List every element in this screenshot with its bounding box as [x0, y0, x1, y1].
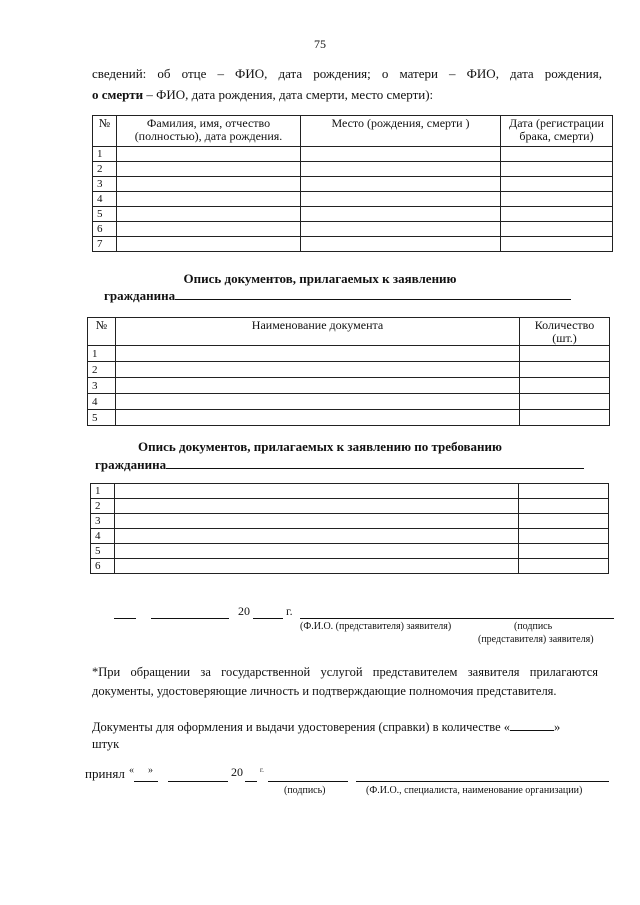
year-suffix: г.: [286, 604, 293, 618]
table-row: [91, 514, 609, 529]
table-row: [93, 147, 613, 162]
required-documents-table: [90, 483, 609, 574]
specialist-signature-line[interactable]: [268, 781, 348, 782]
fio-label: (Ф.И.О. (представителя) заявителя): [300, 621, 452, 632]
intro-rest: – ФИО, дата рождения, дата смерти, место смерти):: [143, 87, 434, 102]
section3-subtitle: гражданина: [95, 457, 167, 472]
col-number: №: [88, 318, 116, 346]
intro-line-2: [92, 85, 602, 105]
quantity-close-quote: »: [554, 720, 561, 734]
documents-table: [87, 317, 610, 426]
row-number: 1: [93, 147, 117, 162]
table-row: [93, 237, 613, 252]
row-number: 1: [91, 484, 115, 499]
intro-line-1: сведений: об отце – ФИО, дата рождения; о матери – ФИО, дата рождения,: [92, 66, 602, 81]
row-number: 5: [93, 207, 117, 222]
day-line[interactable]: [114, 618, 136, 619]
row-number: 5: [91, 544, 115, 559]
table-row: [88, 410, 610, 426]
row-number: 3: [88, 378, 116, 394]
specialist-fio-line[interactable]: [356, 781, 609, 782]
citizen-name-line-2[interactable]: [166, 456, 584, 469]
quantity-line[interactable]: [510, 718, 554, 731]
table-row: [91, 529, 609, 544]
table-row: [93, 177, 613, 192]
quote-open: «: [129, 765, 134, 776]
accepted-label: принял: [85, 766, 125, 781]
section3-subtitle-row: [95, 456, 584, 474]
row-number: 3: [91, 514, 115, 529]
citizen-name-line[interactable]: [175, 287, 571, 300]
table-row: [88, 378, 610, 394]
row-number: 2: [88, 362, 116, 378]
accepted-day-line[interactable]: [134, 781, 158, 782]
row-number: 1: [88, 346, 116, 362]
row-number: 4: [93, 192, 117, 207]
relatives-table: [92, 115, 613, 252]
accepted-year-line[interactable]: [245, 781, 257, 782]
row-number: 2: [91, 499, 115, 514]
table-row: [91, 544, 609, 559]
quantity-unit: штук: [92, 737, 120, 751]
accepted-month-line[interactable]: [168, 781, 228, 782]
table-row: [93, 192, 613, 207]
applicant-signature-line[interactable]: [300, 618, 614, 619]
row-number: 6: [91, 559, 115, 574]
signature-label-2: (представителя) заявителя): [478, 634, 594, 645]
row-number: 7: [93, 237, 117, 252]
table-row: [88, 362, 610, 378]
row-number: 4: [91, 529, 115, 544]
col-doc-name: Наименование документа: [116, 318, 520, 346]
table-row: [93, 162, 613, 177]
table-row: [93, 207, 613, 222]
intro-bold: о смерти: [92, 87, 144, 102]
row-number: 6: [93, 222, 117, 237]
signature-label-1: (подпись: [514, 621, 553, 632]
quantity-text: Документы для оформления и выдачи удостоверения (справки) в количестве «: [92, 720, 511, 734]
table-row: [88, 394, 610, 410]
col-quantity: Количество (шт.): [520, 318, 610, 346]
row-number: 3: [93, 177, 117, 192]
section3-title: Опись документов, прилагаемых к заявлению по требованию: [138, 439, 502, 454]
col-date: Дата (регистрации брака, смерти): [501, 116, 613, 147]
row-number: 5: [88, 410, 116, 426]
col-place: Место (рождения, смерти ): [301, 116, 501, 147]
section2-subtitle: гражданина: [104, 288, 176, 303]
col-number: №: [93, 116, 117, 147]
month-line[interactable]: [151, 618, 229, 619]
table-row: [93, 222, 613, 237]
specialist-signature-label: (подпись): [284, 785, 326, 796]
accepted-year-prefix: 20: [231, 765, 243, 779]
representative-note: *При обращении за государственной услугой представителем заявителя прилагаются документы, удостоверяющие личность и подтверждающие полномочия представителя.: [92, 665, 598, 698]
table-row: [91, 484, 609, 499]
section2-subtitle-row: [104, 287, 571, 305]
row-number: 4: [88, 394, 116, 410]
page-number: 75: [314, 37, 326, 51]
year-line[interactable]: [253, 618, 283, 619]
row-number: 2: [93, 162, 117, 177]
quote-close: »: [148, 765, 153, 776]
quantity-row: [92, 718, 560, 737]
section2-title: Опись документов, прилагаемых к заявлению: [183, 271, 457, 286]
year-prefix: 20: [238, 604, 250, 618]
accepted-year-suffix: г.: [260, 766, 264, 774]
table-row: [91, 499, 609, 514]
specialist-fio-label: (Ф.И.О., специалиста, наименование организации): [366, 785, 583, 796]
table-row: [88, 346, 610, 362]
table-row: [91, 559, 609, 574]
col-fio: Фамилия, имя, отчество (полностью), дата рождения.: [117, 116, 301, 147]
